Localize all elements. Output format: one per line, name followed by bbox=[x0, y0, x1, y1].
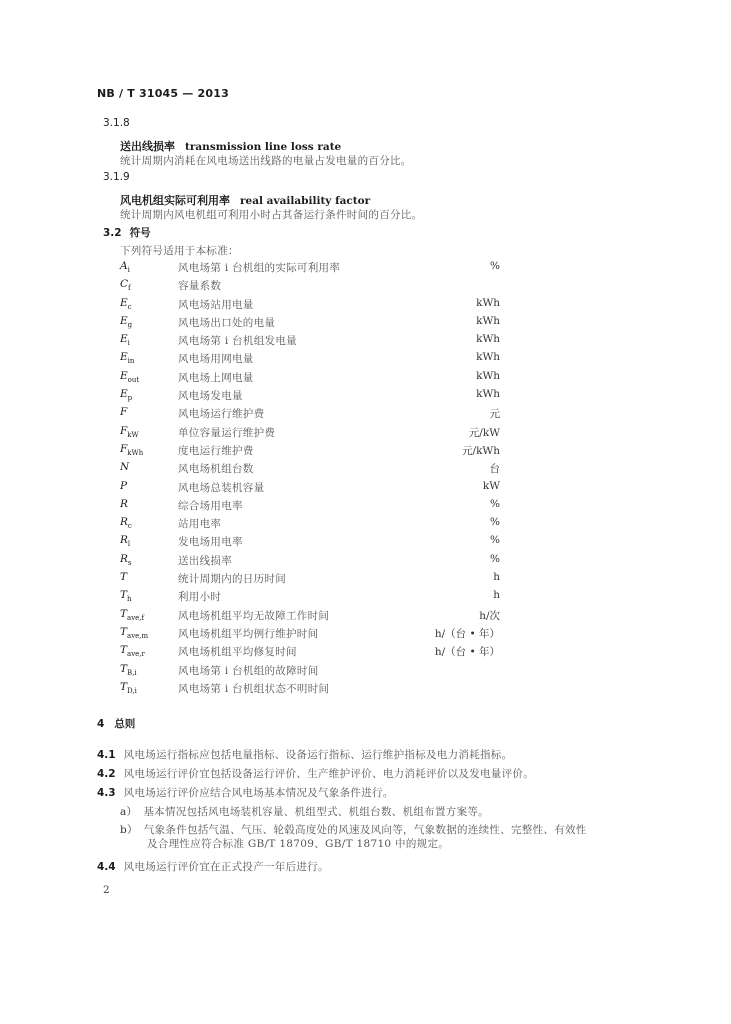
symbol-row bbox=[120, 571, 500, 589]
symbol-unit: h bbox=[493, 571, 500, 584]
symbol-letter: R bbox=[120, 516, 128, 529]
symbol-row bbox=[120, 516, 500, 534]
list-item bbox=[120, 800, 489, 819]
symbol-subscript: h bbox=[127, 595, 132, 604]
symbol-letter: F bbox=[120, 442, 128, 455]
symbol-letter: T bbox=[120, 589, 128, 602]
symbol bbox=[120, 461, 129, 475]
section-title: 符号 bbox=[129, 227, 151, 239]
symbol-row bbox=[120, 297, 500, 315]
symbol-letter: F bbox=[120, 406, 128, 419]
symbol bbox=[120, 608, 144, 622]
list-item bbox=[120, 818, 587, 837]
symbol-description: 容量系数 bbox=[178, 280, 222, 293]
term-definition: 统计周期内消耗在风电场送出线路的电量占发电量的百分比。 bbox=[120, 155, 412, 167]
clause-number: 4.4 bbox=[97, 861, 116, 873]
symbols-intro: 下列符号适用于本标准： bbox=[120, 245, 239, 257]
term-definition: 统计周期内风电机组可利用小时占其备运行条件时间的百分比。 bbox=[120, 209, 423, 221]
symbol bbox=[120, 425, 139, 439]
symbol-unit: h bbox=[493, 589, 500, 602]
symbol-subscript: D,i bbox=[127, 686, 137, 695]
symbol bbox=[120, 406, 127, 420]
term-title bbox=[120, 135, 341, 154]
symbol-description: 风电场机组平均修复时间 bbox=[178, 646, 297, 659]
term-title-en: real availability factor bbox=[240, 195, 371, 207]
symbol-subscript: ave,m bbox=[127, 632, 149, 641]
symbol-row bbox=[120, 498, 500, 516]
symbol bbox=[120, 297, 132, 311]
clause bbox=[97, 762, 534, 781]
symbol-row bbox=[120, 461, 500, 479]
symbol-row bbox=[120, 681, 500, 699]
list-item-text: 基本情况包括风电场装机容量、机组型式、机组台数、机组布置方案等。 bbox=[143, 806, 489, 818]
symbol-letter: T bbox=[120, 571, 128, 584]
clause bbox=[97, 743, 512, 762]
document-header: NB / T 31045 — 2013 bbox=[97, 87, 229, 100]
symbol-row bbox=[120, 608, 500, 626]
symbol-description: 风电场用网电量 bbox=[178, 353, 254, 366]
symbol-unit: kWh bbox=[476, 369, 500, 382]
symbol-letter: C bbox=[120, 278, 129, 291]
symbol-letter: P bbox=[120, 479, 128, 492]
section-number: 3.2 bbox=[103, 227, 122, 239]
symbol-unit: h/（台 • 年） bbox=[434, 646, 500, 659]
symbol bbox=[120, 589, 132, 603]
section-heading-symbols bbox=[103, 225, 151, 240]
symbol-unit: kWh bbox=[476, 351, 500, 364]
symbol bbox=[120, 351, 134, 365]
symbol-row bbox=[120, 333, 500, 351]
symbol bbox=[120, 663, 137, 677]
symbol-letter: T bbox=[120, 680, 128, 693]
symbol bbox=[120, 480, 127, 494]
symbol-description: 统计周期内的日历时间 bbox=[178, 573, 286, 586]
symbol-row bbox=[120, 260, 500, 278]
symbol-description: 风电场第 i 台机组状态不明时间 bbox=[178, 682, 330, 695]
symbol-unit: % bbox=[490, 497, 500, 510]
symbol-letter: T bbox=[120, 607, 128, 620]
symbol bbox=[120, 260, 130, 274]
clause bbox=[97, 781, 394, 800]
list-item-label: b） bbox=[120, 824, 138, 836]
symbol-subscript: f bbox=[128, 284, 131, 293]
symbol-unit: kWh bbox=[476, 314, 500, 327]
symbol-unit: 元 bbox=[489, 408, 500, 421]
symbol-letter: R bbox=[120, 497, 128, 510]
symbol-unit: % bbox=[490, 552, 500, 565]
symbol-description: 风电场第 i 台机组的故障时间 bbox=[178, 664, 319, 677]
clause-number: 4.2 bbox=[97, 768, 116, 780]
symbol-description: 利用小时 bbox=[178, 591, 222, 604]
symbol-unit: 元/kWh bbox=[462, 444, 500, 457]
clause-text: 风电场运行评价应结合风电场基本情况及气象条件进行。 bbox=[123, 787, 394, 799]
term-title bbox=[120, 189, 370, 208]
symbol-subscript: c bbox=[127, 522, 132, 531]
symbol bbox=[120, 333, 130, 347]
symbol bbox=[120, 388, 132, 402]
symbol bbox=[120, 571, 127, 585]
symbol-row bbox=[120, 388, 500, 406]
symbol-description: 发电场用电率 bbox=[178, 536, 243, 549]
term-number: 3.1.8 bbox=[103, 117, 130, 129]
symbol bbox=[120, 443, 143, 457]
symbol-row bbox=[120, 278, 500, 296]
symbol-subscript: g bbox=[127, 320, 133, 329]
symbol bbox=[120, 370, 139, 384]
symbol-subscript: in bbox=[127, 357, 135, 366]
symbol-subscript: c bbox=[127, 302, 132, 311]
symbol-description: 风电场第 i 台机组的实际可利用率 bbox=[178, 262, 341, 274]
symbol-letter: E bbox=[120, 351, 128, 364]
symbol-subscript: i bbox=[127, 339, 130, 348]
symbol-row bbox=[120, 425, 500, 443]
symbol-row bbox=[120, 553, 500, 571]
page-number: 2 bbox=[103, 884, 110, 896]
symbol-letter: A bbox=[120, 260, 128, 272]
symbol bbox=[120, 553, 132, 567]
symbol-description: 风电场机组台数 bbox=[178, 463, 254, 476]
symbol-unit: 台 bbox=[489, 463, 500, 476]
symbol-description: 单位容量运行维护费 bbox=[178, 426, 276, 439]
section-title: 总则 bbox=[114, 718, 136, 730]
symbol-letter: N bbox=[120, 461, 130, 474]
symbol-unit: kW bbox=[482, 479, 500, 492]
section-number: 4 bbox=[97, 718, 105, 730]
symbol bbox=[120, 516, 132, 530]
symbol bbox=[120, 681, 137, 695]
symbol-subscript: ave,r bbox=[127, 650, 145, 659]
symbol-letter: E bbox=[120, 314, 128, 327]
symbol-row bbox=[120, 315, 500, 333]
list-item-text: 气象条件包括气温、气压、轮毂高度处的风速及风向等，气象数据的连续性、完整性、有效性 bbox=[143, 824, 587, 836]
symbol-unit: kWh bbox=[476, 296, 500, 309]
symbol-subscript: p bbox=[127, 394, 133, 403]
symbol-letter: R bbox=[120, 552, 128, 565]
symbol bbox=[120, 498, 128, 512]
symbol-subscript: s bbox=[127, 558, 132, 567]
symbol bbox=[120, 315, 132, 329]
symbol-row bbox=[120, 406, 500, 424]
symbol-unit: % bbox=[490, 260, 500, 272]
symbol bbox=[120, 644, 145, 658]
clause-number: 4.1 bbox=[97, 749, 116, 761]
clause bbox=[97, 855, 329, 874]
list-item-continuation: 及合理性应符合标准 GB/T 18709、GB/T 18710 中的规定。 bbox=[147, 838, 450, 850]
symbol-row bbox=[120, 663, 500, 681]
term-title-zh: 送出线损率 bbox=[120, 140, 175, 153]
symbol bbox=[120, 534, 130, 548]
symbol-description: 风电场机组平均例行维护时间 bbox=[178, 627, 319, 640]
section-heading-general bbox=[97, 716, 135, 731]
symbol-unit: kWh bbox=[476, 388, 500, 401]
symbol-unit: % bbox=[490, 534, 500, 547]
symbol-letter: E bbox=[120, 333, 128, 346]
symbol-description: 度电运行维护费 bbox=[178, 444, 254, 457]
symbol-row bbox=[120, 534, 500, 552]
clause-number: 4.3 bbox=[97, 787, 116, 799]
clause-text: 风电场运行评价宜包括设备运行评价、生产维护评价、电力消耗评价以及发电量评价。 bbox=[123, 768, 535, 780]
symbol-letter: E bbox=[120, 369, 128, 382]
symbol-unit: % bbox=[490, 516, 500, 529]
symbol-letter: E bbox=[120, 388, 128, 401]
symbol-unit: 元/kW bbox=[468, 426, 500, 439]
symbol-unit: kWh bbox=[476, 333, 500, 346]
symbol bbox=[120, 278, 131, 292]
term-title-en: transmission line loss rate bbox=[185, 141, 342, 153]
symbol-description: 风电场出口处的电量 bbox=[178, 316, 276, 329]
term-number: 3.1.9 bbox=[103, 171, 130, 183]
symbol-description: 风电场总装机容量 bbox=[178, 481, 265, 494]
symbol-description: 风电场发电量 bbox=[178, 390, 243, 403]
symbol-description: 风电场第 i 台机组发电量 bbox=[178, 335, 297, 348]
clause-text: 风电场运行评价宜在正式投产一年后进行。 bbox=[123, 861, 329, 873]
symbol-row bbox=[120, 626, 500, 644]
list-item-label: a） bbox=[120, 806, 138, 818]
symbol-row bbox=[120, 443, 500, 461]
symbol-subscript: ave,f bbox=[127, 613, 145, 622]
symbol-subscript: kW bbox=[127, 430, 139, 439]
symbol-subscript: B,i bbox=[127, 668, 137, 677]
symbol-subscript: i bbox=[127, 266, 130, 275]
symbol-description: 送出线损率 bbox=[178, 554, 232, 567]
symbol-unit: h/（台 • 年） bbox=[434, 627, 500, 640]
symbol-letter: E bbox=[120, 296, 128, 309]
symbol-letter: T bbox=[120, 662, 128, 675]
symbol bbox=[120, 626, 148, 640]
symbol-row bbox=[120, 370, 500, 388]
symbol-description: 风电场上网电量 bbox=[178, 371, 254, 384]
symbol-row bbox=[120, 351, 500, 369]
symbol-description: 站用电率 bbox=[178, 518, 222, 531]
symbol-letter: R bbox=[120, 534, 128, 547]
symbol-description: 综合场用电率 bbox=[178, 499, 243, 512]
symbol-description: 风电场运行维护费 bbox=[178, 408, 265, 421]
term-title-zh: 风电机组实际可利用率 bbox=[120, 194, 230, 207]
symbol-subscript: out bbox=[127, 375, 140, 384]
symbol-subscript: kWh bbox=[127, 449, 144, 458]
symbol-subscript: l bbox=[127, 540, 131, 549]
symbol-description: 风电场站用电量 bbox=[178, 298, 254, 311]
symbols-list bbox=[120, 260, 500, 699]
symbol-row bbox=[120, 589, 500, 607]
clause-text: 风电场运行指标应包括电量指标、设备运行指标、运行维护指标及电力消耗指标。 bbox=[123, 749, 513, 761]
symbol-letter: T bbox=[120, 644, 128, 657]
symbol-row bbox=[120, 644, 500, 662]
symbol-letter: T bbox=[120, 625, 128, 638]
symbol-row bbox=[120, 480, 500, 498]
symbol-letter: F bbox=[120, 424, 128, 437]
symbol-unit: h/次 bbox=[479, 609, 500, 622]
symbol-description: 风电场机组平均无故障工作时间 bbox=[178, 609, 330, 622]
